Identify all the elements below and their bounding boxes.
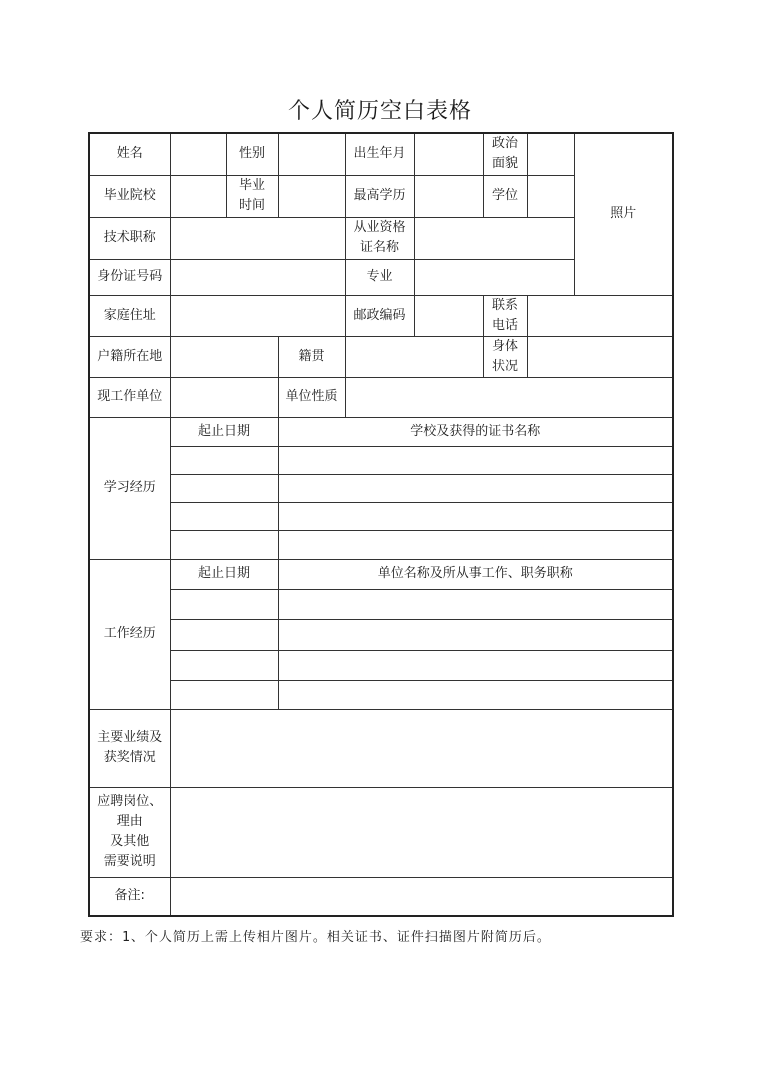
study-date-field[interactable] (170, 446, 278, 474)
employer-field[interactable] (170, 377, 278, 417)
remarks-field[interactable] (170, 877, 673, 916)
application-row (89, 787, 673, 877)
employer-label: 现工作单位 (89, 377, 170, 417)
work-history-label: 工作经历 (89, 559, 170, 709)
qualification-label-line2: 证名称 (359, 240, 399, 255)
grad-time-label-line1: 毕业 (238, 178, 265, 193)
qualification-label (345, 217, 414, 259)
address-label: 家庭住址 (89, 295, 170, 336)
health-label-line2: 状况 (491, 358, 518, 374)
study-school-field[interactable] (278, 502, 673, 530)
phone-label (483, 295, 527, 336)
application-field[interactable] (170, 787, 673, 877)
application-label (89, 787, 170, 877)
study-row (89, 502, 673, 530)
phone-field[interactable] (527, 295, 673, 336)
address-field[interactable] (170, 295, 345, 336)
work-unit-field[interactable] (278, 589, 673, 619)
achievements-label-line2: 获奖情况 (103, 750, 156, 765)
health-label (483, 336, 527, 377)
school-field[interactable] (170, 175, 226, 217)
work-date-field[interactable] (170, 589, 278, 619)
work-date-field[interactable] (170, 650, 278, 680)
work-row (89, 619, 673, 650)
row-basic-1 (89, 133, 673, 175)
health-field[interactable] (527, 336, 673, 377)
education-label: 最高学历 (345, 175, 414, 217)
grad-time-label (226, 175, 278, 217)
school-label: 毕业院校 (89, 175, 170, 217)
study-header-row (89, 417, 673, 446)
study-date-field[interactable] (170, 474, 278, 502)
page-title: 个人简历空白表格 (287, 99, 472, 124)
tech-title-field[interactable] (170, 217, 345, 259)
work-row (89, 650, 673, 680)
education-field[interactable] (414, 175, 483, 217)
work-unit-field[interactable] (278, 650, 673, 680)
birth-label: 出生年月 (345, 133, 414, 175)
study-row (89, 446, 673, 474)
employer-type-field[interactable] (345, 377, 673, 417)
achievements-label-line1: 主要业绩及 (97, 730, 163, 745)
phone-label-line1: 联系 (491, 297, 518, 313)
row-basic-7 (89, 377, 673, 417)
resume-form-table (88, 132, 674, 917)
birth-field[interactable] (414, 133, 483, 175)
native-place-field[interactable] (345, 336, 483, 377)
study-date-field[interactable] (170, 502, 278, 530)
remarks-label: 备注: (89, 877, 170, 916)
major-label: 专业 (345, 259, 414, 295)
application-label-line4: 需要说明 (103, 854, 156, 869)
study-history-label: 学习经历 (89, 417, 170, 559)
tech-title-label: 技术职称 (89, 217, 170, 259)
study-row (89, 530, 673, 559)
postcode-field[interactable] (414, 295, 483, 336)
phone-label-line2: 电话 (491, 317, 518, 333)
study-school-field[interactable] (278, 474, 673, 502)
political-label-line2: 面貌 (491, 156, 518, 172)
work-row (89, 589, 673, 619)
study-row (89, 474, 673, 502)
major-field[interactable] (414, 259, 574, 295)
work-row (89, 680, 673, 709)
political-label-line1: 政治 (491, 136, 518, 152)
name-label: 姓名 (89, 133, 170, 175)
work-unit-field[interactable] (278, 619, 673, 650)
hukou-label: 户籍所在地 (89, 336, 170, 377)
application-label-line1: 应聘岗位、 (97, 794, 163, 809)
gender-field[interactable] (278, 133, 345, 175)
work-date-field[interactable] (170, 680, 278, 709)
application-label-line3: 及其他 (110, 834, 150, 849)
work-unit-field[interactable] (278, 680, 673, 709)
employer-type-label: 单位性质 (278, 377, 345, 417)
study-school-field[interactable] (278, 446, 673, 474)
work-date-field[interactable] (170, 619, 278, 650)
gender-label: 性别 (226, 133, 278, 175)
name-field[interactable] (170, 133, 226, 175)
requirements-note: 要求：1、个人简历上需上传相片图片。相关证书、证件扫描图片附简历后。 (80, 930, 551, 945)
work-unit-header: 单位名称及所从事工作、职务职称 (278, 559, 673, 589)
qualification-field[interactable] (414, 217, 574, 259)
study-date-field[interactable] (170, 530, 278, 559)
work-header-row (89, 559, 673, 589)
application-label-line2: 理由 (116, 814, 143, 829)
id-number-field[interactable] (170, 259, 345, 295)
study-school-header: 学校及获得的证书名称 (278, 417, 673, 446)
degree-field[interactable] (527, 175, 574, 217)
political-field[interactable] (527, 133, 574, 175)
grad-time-label-line2: 时间 (238, 198, 265, 213)
study-school-field[interactable] (278, 530, 673, 559)
study-date-header: 起止日期 (170, 417, 278, 446)
grad-time-field[interactable] (278, 175, 345, 217)
achievements-row (89, 709, 673, 787)
achievements-label (89, 709, 170, 787)
work-date-header: 起止日期 (170, 559, 278, 589)
hukou-field[interactable] (170, 336, 278, 377)
achievements-field[interactable] (170, 709, 673, 787)
health-label-line1: 身体 (491, 338, 518, 354)
remarks-row (89, 877, 673, 916)
postcode-label: 邮政编码 (345, 295, 414, 336)
degree-label: 学位 (483, 175, 527, 217)
id-number-label: 身份证号码 (89, 259, 170, 295)
row-basic-5 (89, 295, 673, 336)
photo-cell[interactable]: 照片 (574, 133, 673, 295)
political-label (483, 133, 527, 175)
row-basic-6 (89, 336, 673, 377)
native-place-label: 籍贯 (278, 336, 345, 377)
qualification-label-line1: 从业资格 (353, 220, 406, 235)
